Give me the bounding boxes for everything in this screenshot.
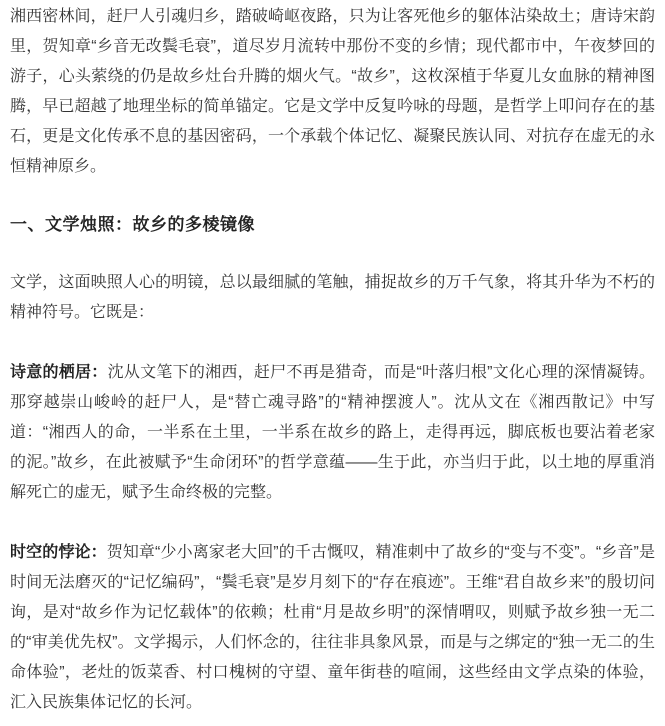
spacetime-paradox-label: 时空的悖论： <box>10 544 107 561</box>
poetic-dwelling-text: 沈从文笔下的湘西，赶尸不再是猎奇，而是“叶落归根”文化心理的深情凝铸。那穿越崇山峻岭的赶尸人，是“替亡魂寻路”的“精神摆渡人”。沈从文在《湘西散记》中写道：“湘西人的命，一半系在土里，一半系在故乡的路上，走得再远，脚底板也要沾着老家的泥。”故乡，在此被赋予“生命闭环”的哲学意蕴——生于此，亦当归于此，以土地的厚重消解死亡的虚无，赋予生命终极的完整。 <box>10 364 655 501</box>
poetic-dwelling-label: 诗意的栖居： <box>10 364 108 381</box>
spacetime-paradox-paragraph <box>10 538 655 718</box>
section-intro-paragraph: 文学，这面映照人心的明镜，总以最细腻的笔触，捕捉故乡的万千气象，将其升华为不朽的精神符号。它既是： <box>10 274 655 321</box>
section-one-heading: 一、文学烛照：故乡的多棱镜像 <box>10 215 255 234</box>
spacetime-paradox-text: 贺知章“少小离家老大回”的千古慨叹，精准刺中了故乡的“变与不变”。“乡音”是时间无法磨灭的“记忆编码”，“鬓毛衰”是岁月刻下的“存在痕迹”。王维“君自故乡来”的殷切问询，是对“故乡作为记忆载体”的依赖；杜甫“月是故乡明”的深情喟叹，则赋予故乡独一无二的“审美优先权”。文学揭示，人们怀念的，往往非具象风景，而是与之绑定的“独一无二的生命体验”，老灶的饭菜香、村口槐树的守望、童年街巷的喧闹，这些经由文学点染的体验，汇入民族集体记忆的长河。 <box>10 544 655 711</box>
intro-paragraph: 湘西密林间，赶尸人引魂归乡，踏破崎岖夜路，只为让客死他乡的躯体沾染故土；唐诗宋韵里，贺知章“乡音无改鬓毛衰”，道尽岁月流转中那份不变的乡情；现代都市中，午夜梦回的游子，心头萦绕的仍是故乡灶台升腾的烟火气。“故乡”，这枚深植于华夏儿女血脉的精神图腾，早已超越了地理坐标的简单锚定。它是文学中反复吟咏的母题，是哲学上叩问存在的基石，更是文化传承不息的基因密码，一个承载个体记忆、凝聚民族认同、对抗存在虚无的永恒精神原乡。 <box>10 8 655 175</box>
hometown-article <box>10 2 655 718</box>
poetic-dwelling-paragraph <box>10 358 655 508</box>
